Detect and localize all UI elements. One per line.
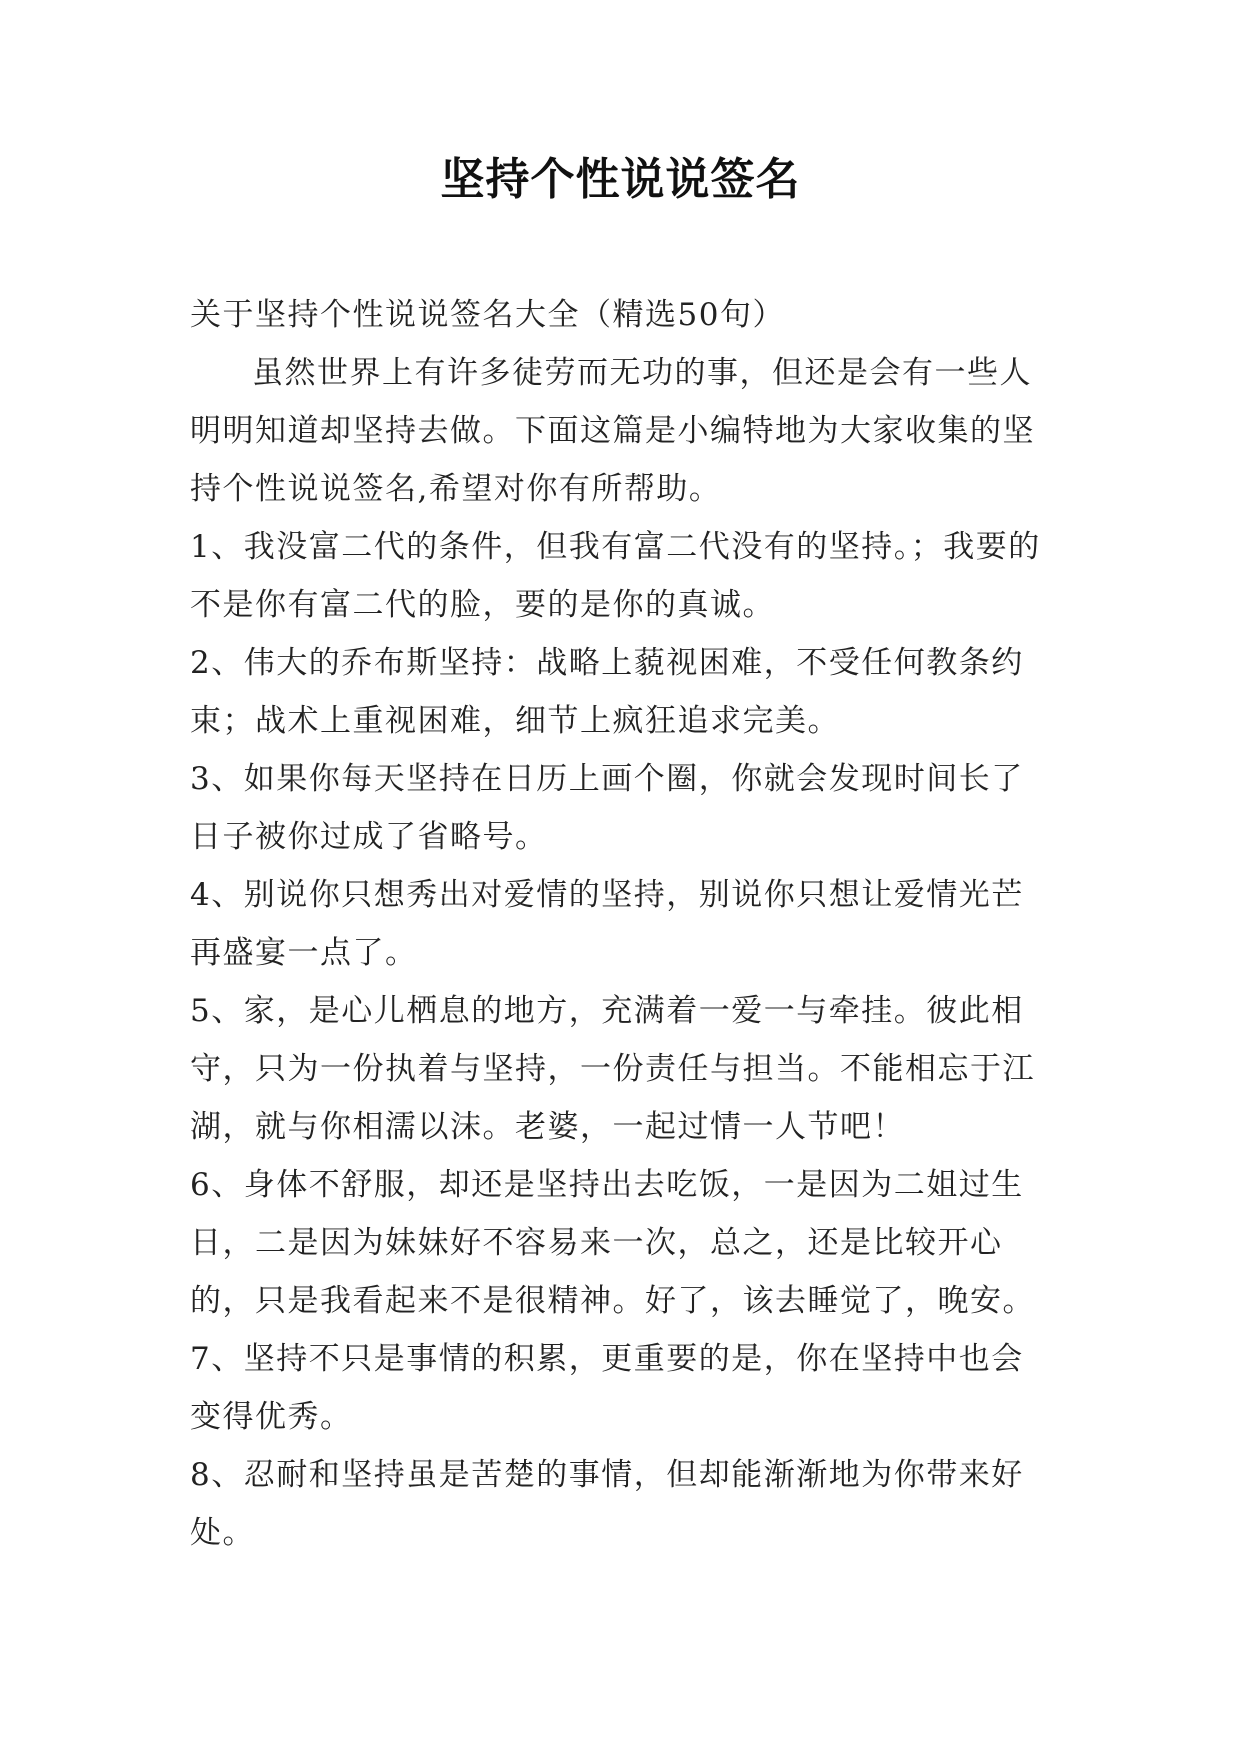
document-subtitle: 关于坚持个性说说签名大全（精选50句） [190, 297, 785, 333]
list-item: 8、忍耐和坚持虽是苦楚的事情，但却能渐渐地为你带来好处。 [190, 1457, 1024, 1551]
list-item: 2、伟大的乔布斯坚持：战略上藐视困难，不受任何教条约束；战术上重视困难，细节上疯狂追求完美。 [190, 645, 1024, 739]
intro-paragraph: 虽然世界上有许多徒劳而无功的事，但还是会有一些人明明知道却坚持去做。下面这篇是小编特地为大家收集的坚持个性说说签名,希望对你有所帮助。 [190, 355, 1035, 507]
document-body [190, 286, 1050, 1562]
document-title: 坚持个性说说签名 [440, 154, 801, 205]
list-item: 6、身体不舒服，却还是坚持出去吃饭，一是因为二姐过生日，二是因为妹妹好不容易来一次，总之，还是比较开心的，只是我看起来不是很精神。好了，该去睡觉了，晚安。 [190, 1167, 1035, 1319]
list-item: 3、如果你每天坚持在日历上画个圈，你就会发现时间长了日子被你过成了省略号。 [190, 761, 1024, 855]
list-item: 1、我没富二代的条件，但我有富二代没有的坚持。；我要的不是你有富二代的脸，要的是你的真诚。 [190, 529, 1041, 623]
list-item: 5、家，是心儿栖息的地方，充满着一爱一与牵挂。彼此相守，只为一份执着与坚持，一份责任与担当。不能相忘于江湖，就与你相濡以沫。老婆，一起过情一人节吧！ [190, 993, 1035, 1145]
list-item: 7、坚持不只是事情的积累，更重要的是，你在坚持中也会变得优秀。 [190, 1341, 1024, 1435]
list-item: 4、别说你只想秀出对爱情的坚持，别说你只想让爱情光芒再盛宴一点了。 [190, 877, 1024, 971]
